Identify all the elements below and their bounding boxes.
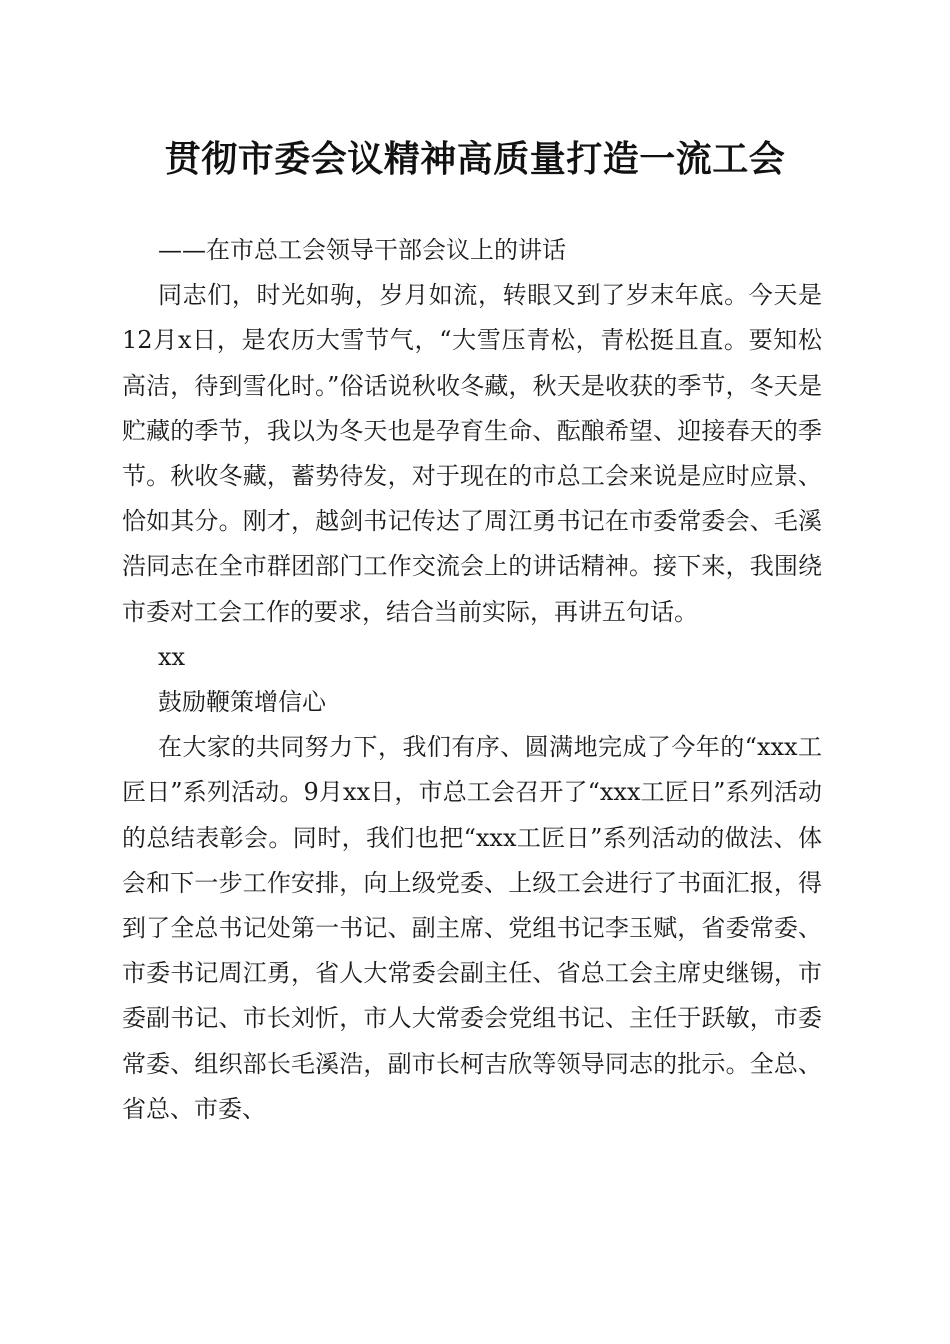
paragraph-section-1: 在大家的共同努力下，我们有序、圆满地完成了今年的“xxx工匠日”系列活动。9月xx日，市总工会召开了“xxx工匠日”系列活动的总结表彰会。同时，我们也把“xxx工匠日”系列活动的做法、体会和下一步工作安排，向上级党委、上级工会进行了书面汇报，得到了全总书记处第一书记、副主席、党组书记李玉赋，省委常委、市委书记周江勇，省人大常委会副主任、省总工会主席史继锡，市委副书记、市长刘忻，市人大常委会党组书记、主任于跃敏，市委常委、组织部长毛溪浩，副市长柯吉欣等领导同志的批示。全总、省总、市委、 — [122, 733, 822, 1123]
section-number: xx — [158, 642, 186, 671]
document-body — [122, 228, 822, 1132]
document-title: 贯彻市委会议精神高质量打造一流工会 — [164, 139, 786, 180]
section-heading: 鼓励鞭策增信心 — [158, 688, 326, 717]
paragraph-opening: 同志们，时光如驹，岁月如流，转眼又到了岁末年底。今天是12月x日，是农历大雪节气，“大雪压青松，青松挺且直。要知松高洁，待到雪化时。”俗话说秋收冬藏，秋天是收获的季节，冬天是贮藏的季节，我以为冬天也是孕育生命、酝酿希望、迎接春天的季节。秋收冬藏，蓄势待发，对于现在的市总工会来说是应时应景、恰如其分。刚才，越剑书记传达了周江勇书记在市委常委会、毛溪浩同志在全市群团部门工作交流会上的讲话精神。接下来，我围绕市委对工会工作的要求，结合当前实际，再讲五句话。 — [122, 281, 822, 626]
subtitle: ——在市总工会领导干部会议上的讲话 — [158, 236, 566, 264]
